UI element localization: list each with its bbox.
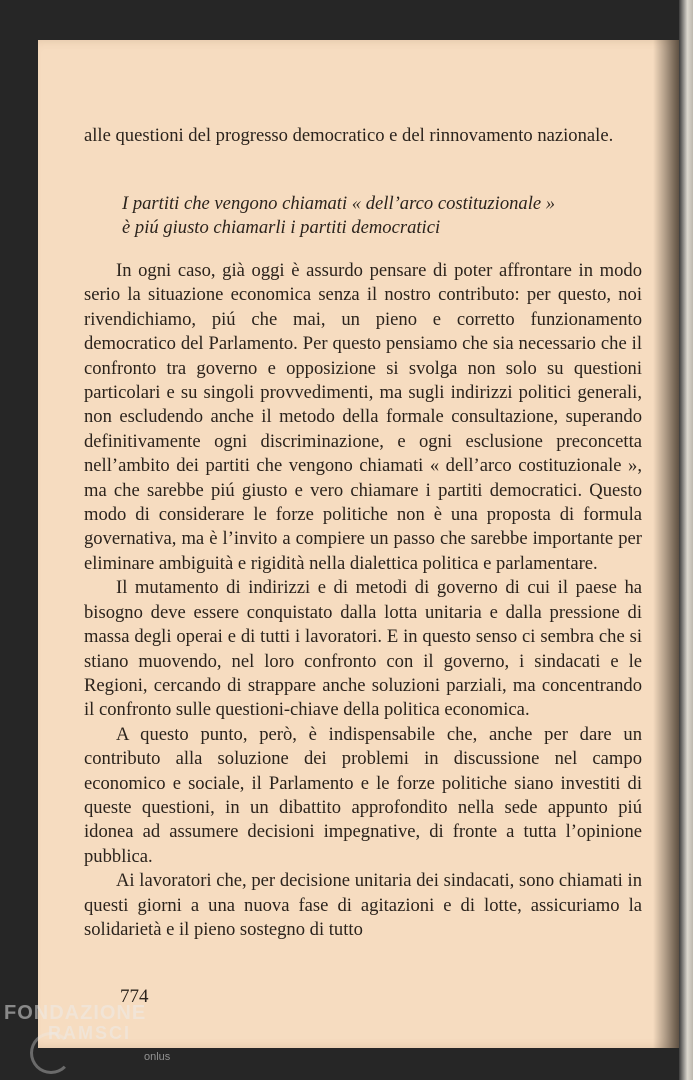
paragraph: A questo punto, però, è indispensabile che, anche per dare un contributo alla soluzione dei problemi in discussione nel campo economico e sociale, il Parlamento e le forze politiche siano investiti di queste questioni, in un dibattito approfondito nella sede appunto piú idonea ad assumere decisioni impegnative, di fronte a tutta l’opinione pubblica. bbox=[84, 723, 642, 867]
paragraph: Ai lavoratori che, per decisione unitaria dei sindacati, sono chiamati in questi giorni a una nuova fase di agitazioni e di lotte, assicuriamo la solidarietà e il pieno sostegno di tutto bbox=[84, 870, 642, 940]
page-edge bbox=[679, 0, 693, 1080]
section-heading bbox=[122, 192, 642, 240]
watermark-line-2: RAMSCI bbox=[48, 1023, 131, 1043]
page-number: 774 bbox=[120, 986, 149, 1007]
paragraph: Il mutamento di indirizzi e di metodi di governo di cui il paese ha bisogno deve essere conquistato dalla lotta unitaria e dalla pressione di massa degli operai e di tutti i lavoratori. E in questo senso ci sembra che si stiano muovendo, nel loro confronto con il governo, i sindacati e le Regioni, cercando di strappare anche soluzioni parziali, ma concentrando il confronto sulle questioni-chiave della politica economica. bbox=[84, 577, 642, 721]
body-text bbox=[84, 259, 642, 942]
page-gutter-shadow bbox=[653, 40, 681, 1048]
intro-text bbox=[84, 124, 642, 148]
paragraph: In ogni caso, già oggi è assurdo pensare di poter affrontare in modo serio la situazione economica senza il nostro contributo: per questo, noi rivendichiamo, piú che mai, un pieno e corretto funzionamento democratico del Parlamento. Per questo pensiamo che sia necessario che il confronto tra governo e opposizione si svolga non solo su questioni particolari e su singoli provvedimenti, ma sugli indirizzi politici generali, non escludendo anche il metodo della formale consultazione, superando definitivamente ogni discriminazione, e ogni esclusione preconcetta nell’ambito dei partiti che vengono chiamati « dell’arco costituzionale », ma che sarebbe piú giusto e vero chiamare i partiti democratici. Questo modo di considerare le forze politiche non è una proposta di formula governativa, ma è l’invito a compiere un passo che sarebbe importante per eliminare ambiguità e rigidità nella dialettica politica e parlamentare. bbox=[84, 260, 642, 574]
heading-line-1: I partiti che vengono chiamati « dell’arco costituzionale » bbox=[122, 193, 556, 214]
watermark-onlus: onlus bbox=[144, 1051, 171, 1063]
heading-line-2: è piú giusto chiamarli i partiti democratici bbox=[122, 217, 441, 238]
watermark bbox=[4, 1003, 146, 1043]
watermark-line-1: FONDAZIONE bbox=[4, 1002, 147, 1024]
intro-paragraph: alle questioni del progresso democratico e del rinnovamento nazionale. bbox=[84, 125, 614, 146]
